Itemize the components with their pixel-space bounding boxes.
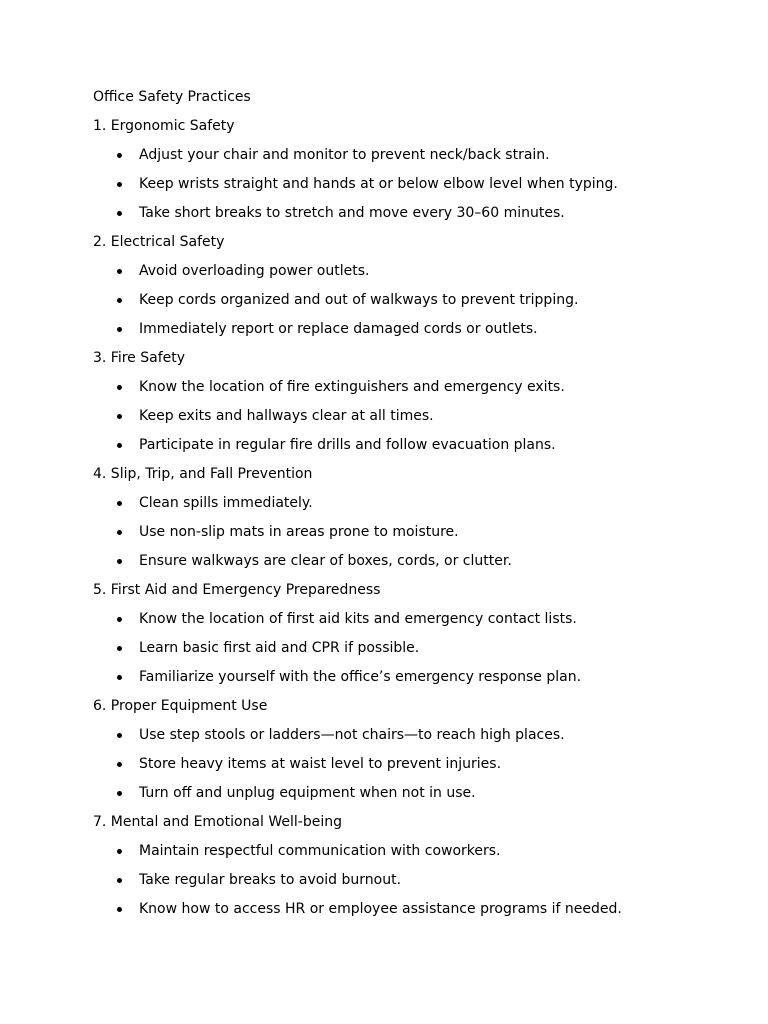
list-item <box>93 173 733 196</box>
bullet-icon <box>117 849 122 854</box>
section-electrical <box>93 231 733 341</box>
section-heading: 4. Slip, Trip, and Fall Prevention <box>93 466 313 482</box>
bullet-list <box>93 260 733 341</box>
section-fire <box>93 347 733 457</box>
bullet-icon <box>117 298 122 303</box>
bullet-icon <box>117 385 122 390</box>
section-heading: 7. Mental and Emotional Well-being <box>93 814 342 830</box>
list-item-text: Know the location of first aid kits and emergency contact lists. <box>139 611 577 627</box>
section-heading: 5. First Aid and Emergency Preparedness <box>93 582 381 598</box>
section-heading: 3. Fire Safety <box>93 350 186 366</box>
bullet-icon <box>117 182 122 187</box>
list-item <box>93 898 733 921</box>
bullet-icon <box>117 675 122 680</box>
section-heading: 1. Ergonomic Safety <box>93 118 235 134</box>
section-equipment <box>93 695 733 805</box>
list-item <box>93 492 733 515</box>
list-item <box>93 666 733 689</box>
list-item-text: Maintain respectful communication with coworkers. <box>139 843 501 859</box>
list-item-text: Immediately report or replace damaged cords or outlets. <box>139 321 538 337</box>
list-item <box>93 521 733 544</box>
bullet-icon <box>117 269 122 274</box>
document-title: Office Safety Practices <box>93 89 251 105</box>
list-item-text: Use step stools or ladders—not chairs—to reach high places. <box>139 727 565 743</box>
list-item <box>93 753 733 776</box>
section-heading: 6. Proper Equipment Use <box>93 698 268 714</box>
list-item <box>93 434 733 457</box>
list-item-text: Use non-slip mats in areas prone to moisture. <box>139 524 459 540</box>
bullet-icon <box>117 443 122 448</box>
bullet-icon <box>117 530 122 535</box>
list-item <box>93 550 733 573</box>
list-item <box>93 637 733 660</box>
bullet-list <box>93 840 733 921</box>
bullet-icon <box>117 501 122 506</box>
list-item <box>93 376 733 399</box>
bullet-list <box>93 376 733 457</box>
list-item-text: Familiarize yourself with the office’s emergency response plan. <box>139 669 582 685</box>
bullet-icon <box>117 211 122 216</box>
list-item-text: Turn off and unplug equipment when not in use. <box>139 785 476 801</box>
bullet-list <box>93 492 733 573</box>
list-item <box>93 289 733 312</box>
list-item-text: Ensure walkways are clear of boxes, cords, or clutter. <box>139 553 512 569</box>
bullet-icon <box>117 762 122 767</box>
list-item-text: Keep cords organized and out of walkways to prevent tripping. <box>139 292 579 308</box>
document-page <box>93 86 733 927</box>
bullet-list <box>93 724 733 805</box>
list-item-text: Keep exits and hallways clear at all times. <box>139 408 434 424</box>
list-item <box>93 840 733 863</box>
list-item <box>93 782 733 805</box>
list-item <box>93 144 733 167</box>
bullet-list <box>93 608 733 689</box>
list-item-text: Keep wrists straight and hands at or below elbow level when typing. <box>139 176 618 192</box>
bullet-icon <box>117 559 122 564</box>
section-slip-trip-fall <box>93 463 733 573</box>
list-item-text: Participate in regular fire drills and follow evacuation plans. <box>139 437 556 453</box>
bullet-icon <box>117 878 122 883</box>
section-ergonomic <box>93 115 733 225</box>
list-item-text: Take regular breaks to avoid burnout. <box>139 872 402 888</box>
list-item-text: Store heavy items at waist level to prevent injuries. <box>139 756 502 772</box>
bullet-icon <box>117 617 122 622</box>
list-item-text: Know the location of fire extinguishers and emergency exits. <box>139 379 565 395</box>
bullet-icon <box>117 733 122 738</box>
bullet-icon <box>117 153 122 158</box>
bullet-icon <box>117 907 122 912</box>
bullet-icon <box>117 414 122 419</box>
list-item-text: Learn basic first aid and CPR if possible. <box>139 640 420 656</box>
list-item <box>93 405 733 428</box>
bullet-icon <box>117 327 122 332</box>
bullet-icon <box>117 791 122 796</box>
list-item-text: Clean spills immediately. <box>139 495 313 511</box>
list-item <box>93 869 733 892</box>
section-well-being <box>93 811 733 921</box>
list-item <box>93 608 733 631</box>
list-item-text: Know how to access HR or employee assistance programs if needed. <box>139 901 622 917</box>
list-item-text: Take short breaks to stretch and move every 30–60 minutes. <box>139 205 565 221</box>
section-first-aid <box>93 579 733 689</box>
bullet-icon <box>117 646 122 651</box>
list-item-text: Adjust your chair and monitor to prevent neck/back strain. <box>139 147 550 163</box>
bullet-list <box>93 144 733 225</box>
list-item <box>93 260 733 283</box>
list-item <box>93 202 733 225</box>
section-heading: 2. Electrical Safety <box>93 234 225 250</box>
list-item <box>93 318 733 341</box>
list-item <box>93 724 733 747</box>
list-item-text: Avoid overloading power outlets. <box>139 263 370 279</box>
